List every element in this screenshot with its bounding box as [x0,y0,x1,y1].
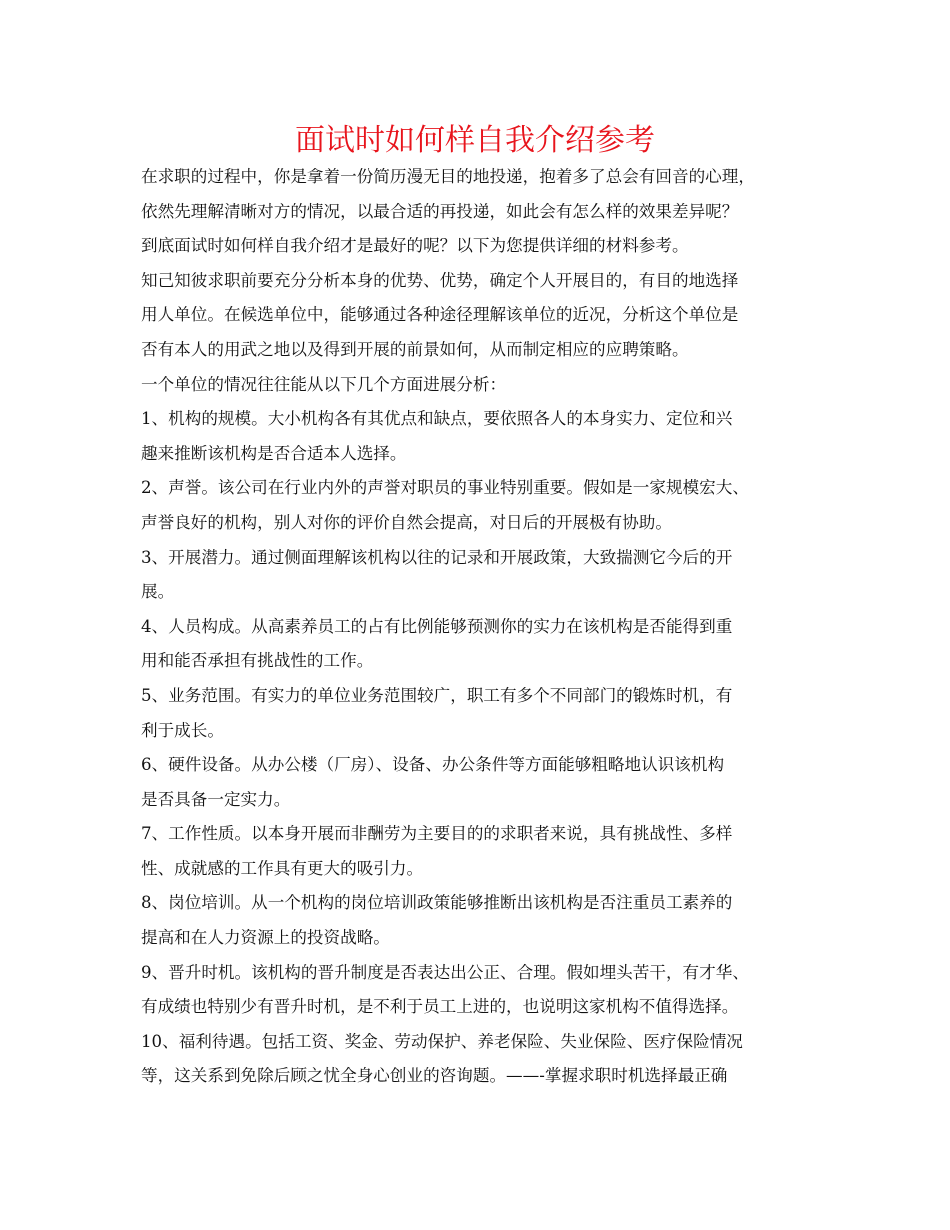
text-line: 否有本人的用武之地以及得到开展的前景如何，从而制定相应的应聘策略。 [141,339,689,359]
text-line: 6、硬件设备。从办公楼（厂房）、设备、办公条件等方面能够粗略地认识该机构 [141,755,725,775]
text-line: 3、开展潜力。通过侧面理解该机构以往的记录和开展政策，大致揣测它今后的开 [141,547,733,567]
text-line: 8、岗位培训。从一个机构的岗位培训政策能够推断出该机构是否注重员工素养的 [141,893,733,913]
text-line: 一个单位的情况往往能从以下几个方面进展分析： [141,374,507,394]
text-line: 依然先理解清晰对方的情况，以最合适的再投递，如此会有怎么样的效果差异呢？ [141,201,739,221]
text-line: 展。 [141,582,175,602]
text-line: 有成绩也特别少有晋升时机，是不利于员工上进的，也说明这家机构不值得选择。 [141,997,739,1017]
text-line: 4、人员构成。从高素养员工的占有比例能够预测你的实力在该机构是否能得到重 [141,616,733,636]
text-line: 是否具备一定实力。 [141,789,291,809]
text-line: 9、晋升时机。该机构的晋升制度是否表达出公正、合理。假如埋头苦干，有才华、 [141,962,749,982]
document-title: 面试时如何样自我介绍参考 [295,123,655,158]
text-line: 在求职的过程中，你是拿着一份简历漫无目的地投递，抱着多了总会有回音的心理， [141,167,755,186]
document-body [141,160,821,1094]
text-line: 声誉良好的机构，别人对你的评价自然会提高，对日后的开展极有协助。 [141,512,672,532]
text-line: 7、工作性质。以本身开展而非酬劳为主要目的的求职者来说，具有挑战性、多样 [141,824,733,844]
text-line: 5、业务范围。有实力的单位业务范围较广，职工有多个不同部门的锻炼时机，有 [141,685,733,705]
text-line: 到底面试时如何样自我介绍才是最好的呢？以下为您提供详细的材料参考。 [141,236,689,256]
text-line: 用人单位。在候选单位中，能够通过各种途径理解该单位的近况，分析这个单位是 [141,305,739,325]
text-line: 10、福利待遇。包括工资、奖金、劳动保护、养老保险、失业保险、医疗保险情况 [141,1031,743,1051]
text-line: 1、机构的规模。大小机构各有其优点和缺点，要依照各人的本身实力、定位和兴 [141,409,733,429]
text-line: 知己知彼求职前要充分分析本身的优势、优势，确定个人开展目的，有目的地选择 [141,270,739,290]
text-line: 用和能否承担有挑战性的工作。 [141,651,374,671]
text-line: 2、声誉。该公司在行业内外的声誉对职员的事业特别重要。假如是一家规模宏大、 [141,478,749,498]
text-line: 趣来推断该机构是否合适本人选择。 [141,443,407,463]
text-line: 等，这关系到免除后顾之忧全身心创业的咨询题。——-掌握求职时机选择最正确 [141,1066,728,1086]
text-line: 性、成就感的工作具有更大的吸引力。 [141,858,424,878]
text-line: 提高和在人力资源上的投资战略。 [141,928,390,948]
text-line: 利于成长。 [141,720,224,740]
